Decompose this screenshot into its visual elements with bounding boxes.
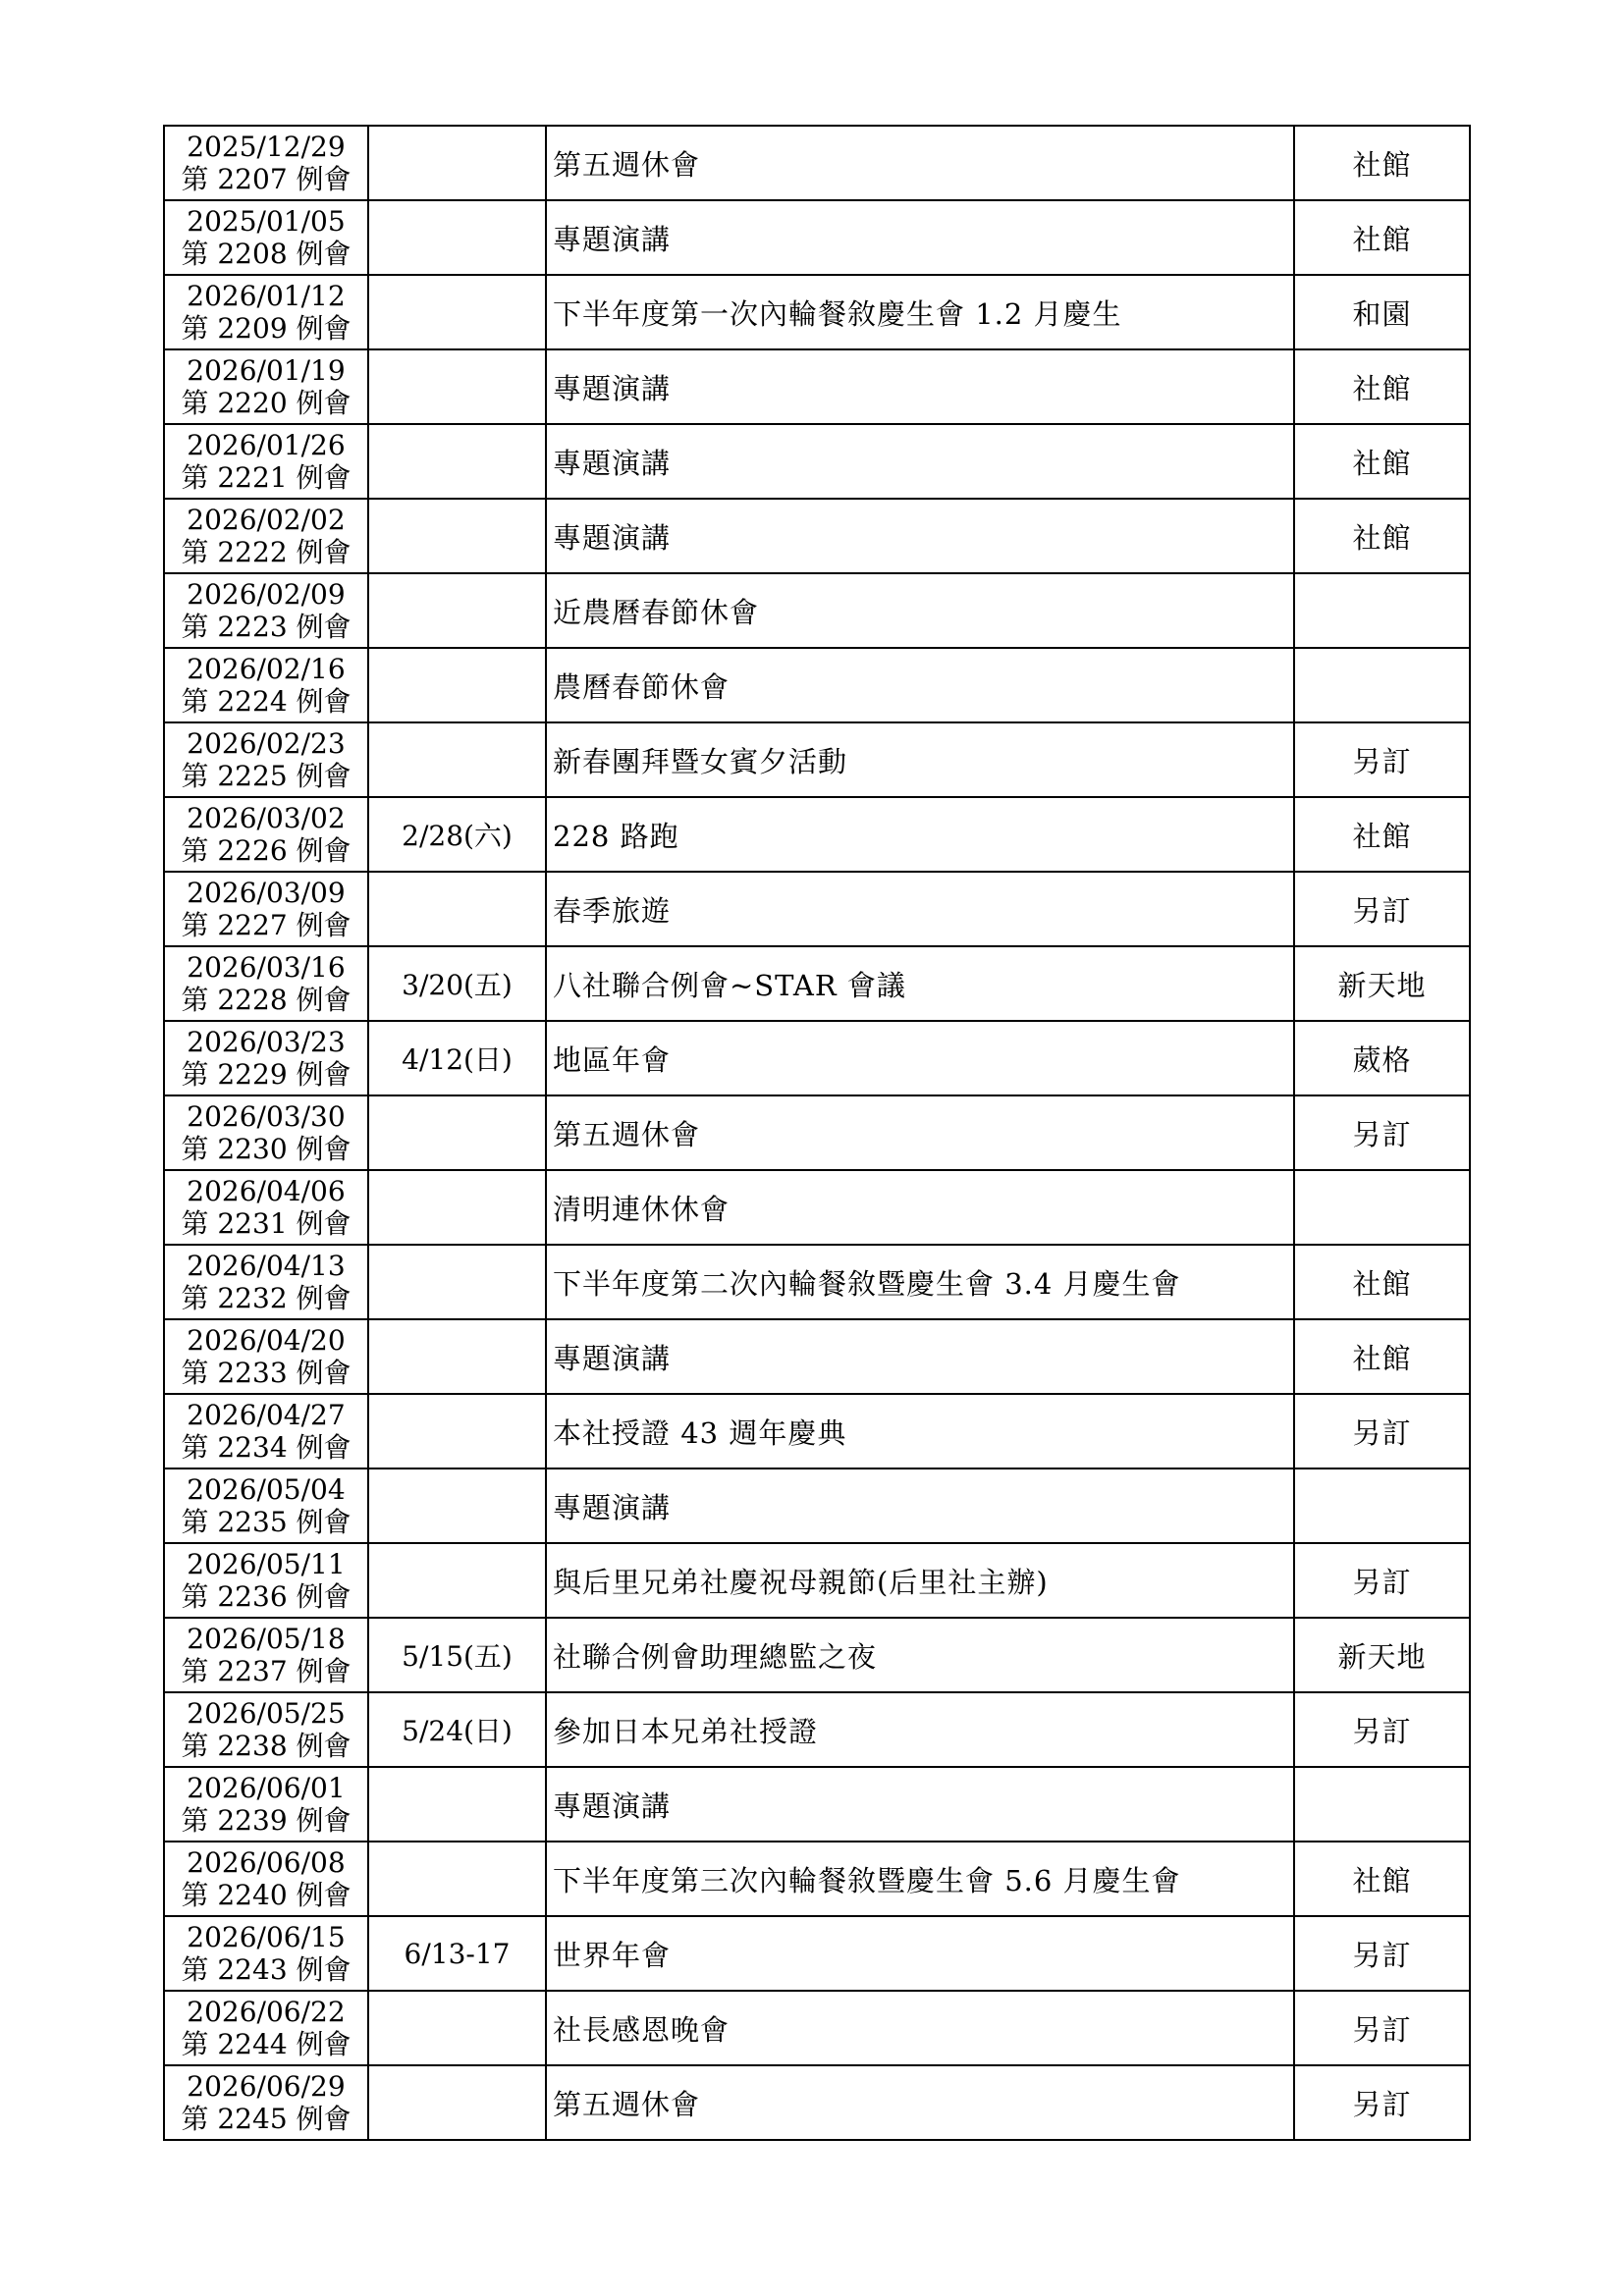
activity-date-cell: 4/12(日) xyxy=(368,1021,546,1095)
activity-date-cell: 6/13-17 xyxy=(368,1916,546,1991)
meeting-number: 第 2237 例會 xyxy=(181,1655,352,1687)
venue-cell: 社館 xyxy=(1294,126,1470,200)
meeting-date: 2026/03/16 xyxy=(187,951,346,984)
table-row xyxy=(164,1394,1470,1468)
schedule-body xyxy=(164,126,1470,2140)
venue-cell: 另訂 xyxy=(1294,1394,1470,1468)
meeting-cell xyxy=(164,275,368,349)
meeting-cell xyxy=(164,1842,368,1916)
table-row xyxy=(164,200,1470,275)
meeting-date: 2026/03/09 xyxy=(187,877,346,909)
table-row xyxy=(164,573,1470,648)
event-cell: 社長感恩晚會 xyxy=(546,1991,1294,2065)
venue-cell xyxy=(1294,1767,1470,1842)
table-row xyxy=(164,1842,1470,1916)
activity-date-cell xyxy=(368,648,546,722)
meeting-number: 第 2229 例會 xyxy=(181,1058,352,1091)
meeting-number: 第 2240 例會 xyxy=(181,1879,352,1911)
table-row xyxy=(164,1767,1470,1842)
venue-cell: 另訂 xyxy=(1294,1991,1470,2065)
meeting-cell xyxy=(164,349,368,424)
table-row xyxy=(164,722,1470,797)
meeting-number: 第 2222 例會 xyxy=(181,536,352,568)
meeting-number: 第 2235 例會 xyxy=(181,1506,352,1538)
activity-date-cell: 5/24(日) xyxy=(368,1692,546,1767)
activity-date-cell xyxy=(368,200,546,275)
table-row xyxy=(164,1543,1470,1618)
activity-date-cell: 3/20(五) xyxy=(368,946,546,1021)
event-cell: 下半年度第二次內輪餐敘暨慶生會 3.4 月慶生會 xyxy=(546,1245,1294,1319)
activity-date-cell: 2/28(六) xyxy=(368,797,546,872)
venue-cell: 社館 xyxy=(1294,1245,1470,1319)
event-cell: 下半年度第三次內輪餐敘暨慶生會 5.6 月慶生會 xyxy=(546,1842,1294,1916)
event-cell: 第五週休會 xyxy=(546,1095,1294,1170)
activity-date-cell xyxy=(368,349,546,424)
event-cell: 第五週休會 xyxy=(546,126,1294,200)
meeting-number: 第 2220 例會 xyxy=(181,387,352,419)
meeting-cell xyxy=(164,1095,368,1170)
meeting-cell xyxy=(164,1245,368,1319)
meeting-cell xyxy=(164,1618,368,1692)
meeting-date: 2026/01/26 xyxy=(187,429,346,461)
event-cell: 專題演講 xyxy=(546,349,1294,424)
table-row xyxy=(164,1170,1470,1245)
venue-cell: 新天地 xyxy=(1294,1618,1470,1692)
meeting-date: 2026/02/02 xyxy=(187,504,346,536)
meeting-number: 第 2243 例會 xyxy=(181,1953,352,1986)
venue-cell: 新天地 xyxy=(1294,946,1470,1021)
venue-cell: 另訂 xyxy=(1294,1692,1470,1767)
activity-date-cell xyxy=(368,126,546,200)
event-cell: 清明連休休會 xyxy=(546,1170,1294,1245)
table-row xyxy=(164,648,1470,722)
table-row xyxy=(164,499,1470,573)
venue-cell: 另訂 xyxy=(1294,1543,1470,1618)
event-cell: 參加日本兄弟社授證 xyxy=(546,1692,1294,1767)
meeting-number: 第 2232 例會 xyxy=(181,1282,352,1314)
meeting-number: 第 2207 例會 xyxy=(181,163,352,195)
venue-cell: 另訂 xyxy=(1294,2065,1470,2140)
meeting-number: 第 2227 例會 xyxy=(181,909,352,941)
meeting-cell xyxy=(164,424,368,499)
meeting-date: 2026/02/09 xyxy=(187,578,346,611)
meeting-number: 第 2228 例會 xyxy=(181,984,352,1016)
event-cell: 第五週休會 xyxy=(546,2065,1294,2140)
activity-date-cell xyxy=(368,275,546,349)
meeting-date: 2026/05/11 xyxy=(187,1548,346,1580)
meeting-cell xyxy=(164,1692,368,1767)
venue-cell: 社館 xyxy=(1294,499,1470,573)
meeting-date: 2026/03/02 xyxy=(187,802,346,834)
activity-date-cell xyxy=(368,1170,546,1245)
venue-cell: 另訂 xyxy=(1294,722,1470,797)
activity-date-cell xyxy=(368,1991,546,2065)
venue-cell: 和園 xyxy=(1294,275,1470,349)
event-cell: 專題演講 xyxy=(546,1319,1294,1394)
meeting-date: 2026/02/16 xyxy=(187,653,346,685)
venue-cell: 葳格 xyxy=(1294,1021,1470,1095)
meeting-cell xyxy=(164,200,368,275)
meeting-date: 2026/06/08 xyxy=(187,1846,346,1879)
event-cell: 近農曆春節休會 xyxy=(546,573,1294,648)
meeting-schedule-table xyxy=(163,125,1471,2141)
venue-cell: 社館 xyxy=(1294,349,1470,424)
meeting-cell xyxy=(164,722,368,797)
table-row xyxy=(164,275,1470,349)
meeting-date: 2026/06/15 xyxy=(187,1921,346,1953)
event-cell: 專題演講 xyxy=(546,424,1294,499)
venue-cell xyxy=(1294,1468,1470,1543)
venue-cell xyxy=(1294,573,1470,648)
activity-date-cell xyxy=(368,1095,546,1170)
meeting-date: 2026/03/30 xyxy=(187,1100,346,1133)
meeting-date: 2026/05/04 xyxy=(187,1473,346,1506)
meeting-date: 2026/01/19 xyxy=(187,354,346,387)
event-cell: 春季旅遊 xyxy=(546,872,1294,946)
venue-cell xyxy=(1294,648,1470,722)
activity-date-cell xyxy=(368,722,546,797)
meeting-cell xyxy=(164,2065,368,2140)
event-cell: 新春團拜暨女賓夕活動 xyxy=(546,722,1294,797)
meeting-date: 2026/06/29 xyxy=(187,2070,346,2103)
table-row xyxy=(164,349,1470,424)
activity-date-cell xyxy=(368,499,546,573)
meeting-number: 第 2236 例會 xyxy=(181,1580,352,1613)
event-cell: 地區年會 xyxy=(546,1021,1294,1095)
meeting-cell xyxy=(164,1021,368,1095)
meeting-date: 2026/05/18 xyxy=(187,1623,346,1655)
meeting-number: 第 2223 例會 xyxy=(181,611,352,643)
meeting-cell xyxy=(164,648,368,722)
activity-date-cell xyxy=(368,872,546,946)
meeting-cell xyxy=(164,872,368,946)
event-cell: 專題演講 xyxy=(546,200,1294,275)
venue-cell: 社館 xyxy=(1294,200,1470,275)
activity-date-cell xyxy=(368,1394,546,1468)
meeting-date: 2026/04/13 xyxy=(187,1250,346,1282)
meeting-cell xyxy=(164,946,368,1021)
activity-date-cell xyxy=(368,424,546,499)
meeting-number: 第 2231 例會 xyxy=(181,1207,352,1240)
event-cell: 八社聯合例會~STAR 會議 xyxy=(546,946,1294,1021)
table-row xyxy=(164,946,1470,1021)
meeting-cell xyxy=(164,1543,368,1618)
meeting-number: 第 2224 例會 xyxy=(181,685,352,718)
table-row xyxy=(164,1618,1470,1692)
meeting-date: 2026/04/20 xyxy=(187,1324,346,1357)
meeting-number: 第 2225 例會 xyxy=(181,760,352,792)
meeting-number: 第 2245 例會 xyxy=(181,2103,352,2135)
meeting-cell xyxy=(164,1916,368,1991)
meeting-cell xyxy=(164,573,368,648)
table-row xyxy=(164,872,1470,946)
meeting-cell xyxy=(164,1991,368,2065)
venue-cell: 另訂 xyxy=(1294,1916,1470,1991)
meeting-date: 2026/04/27 xyxy=(187,1399,346,1431)
meeting-date: 2026/02/23 xyxy=(187,727,346,760)
meeting-number: 第 2233 例會 xyxy=(181,1357,352,1389)
meeting-number: 第 2209 例會 xyxy=(181,312,352,345)
table-row xyxy=(164,1692,1470,1767)
event-cell: 本社授證 43 週年慶典 xyxy=(546,1394,1294,1468)
activity-date-cell: 5/15(五) xyxy=(368,1618,546,1692)
meeting-cell xyxy=(164,1468,368,1543)
activity-date-cell xyxy=(368,1543,546,1618)
meeting-number: 第 2208 例會 xyxy=(181,238,352,270)
activity-date-cell xyxy=(368,1842,546,1916)
event-cell: 世界年會 xyxy=(546,1916,1294,1991)
venue-cell: 社館 xyxy=(1294,797,1470,872)
table-row xyxy=(164,2065,1470,2140)
venue-cell: 社館 xyxy=(1294,1842,1470,1916)
meeting-cell xyxy=(164,797,368,872)
event-cell: 228 路跑 xyxy=(546,797,1294,872)
meeting-date: 2026/04/06 xyxy=(187,1175,346,1207)
meeting-date: 2025/01/05 xyxy=(187,205,346,238)
activity-date-cell xyxy=(368,1767,546,1842)
meeting-number: 第 2221 例會 xyxy=(181,461,352,494)
table-row xyxy=(164,1991,1470,2065)
meeting-cell xyxy=(164,1767,368,1842)
activity-date-cell xyxy=(368,2065,546,2140)
meeting-date: 2025/12/29 xyxy=(187,131,346,163)
meeting-cell xyxy=(164,1319,368,1394)
venue-cell: 另訂 xyxy=(1294,1095,1470,1170)
table-row xyxy=(164,1021,1470,1095)
table-row xyxy=(164,1095,1470,1170)
meeting-cell xyxy=(164,1170,368,1245)
table-row xyxy=(164,126,1470,200)
venue-cell: 另訂 xyxy=(1294,872,1470,946)
meeting-number: 第 2230 例會 xyxy=(181,1133,352,1165)
meeting-number: 第 2239 例會 xyxy=(181,1804,352,1837)
meeting-cell xyxy=(164,1394,368,1468)
table-row xyxy=(164,1245,1470,1319)
meeting-number: 第 2226 例會 xyxy=(181,834,352,867)
event-cell: 下半年度第一次內輪餐敘慶生會 1.2 月慶生 xyxy=(546,275,1294,349)
activity-date-cell xyxy=(368,1468,546,1543)
meeting-number: 第 2234 例會 xyxy=(181,1431,352,1464)
meeting-date: 2026/06/22 xyxy=(187,1996,346,2028)
meeting-number: 第 2238 例會 xyxy=(181,1730,352,1762)
activity-date-cell xyxy=(368,1319,546,1394)
event-cell: 與后里兄弟社慶祝母親節(后里社主辦) xyxy=(546,1543,1294,1618)
table-row xyxy=(164,1916,1470,1991)
event-cell: 專題演講 xyxy=(546,1468,1294,1543)
meeting-cell xyxy=(164,499,368,573)
event-cell: 專題演講 xyxy=(546,499,1294,573)
venue-cell: 社館 xyxy=(1294,424,1470,499)
venue-cell xyxy=(1294,1170,1470,1245)
event-cell: 農曆春節休會 xyxy=(546,648,1294,722)
meeting-cell xyxy=(164,126,368,200)
activity-date-cell xyxy=(368,1245,546,1319)
event-cell: 社聯合例會助理總監之夜 xyxy=(546,1618,1294,1692)
meeting-number: 第 2244 例會 xyxy=(181,2028,352,2060)
table-row xyxy=(164,1319,1470,1394)
meeting-date: 2026/03/23 xyxy=(187,1026,346,1058)
event-cell: 專題演講 xyxy=(546,1767,1294,1842)
meeting-date: 2026/05/25 xyxy=(187,1697,346,1730)
table-row xyxy=(164,797,1470,872)
table-row xyxy=(164,424,1470,499)
venue-cell: 社館 xyxy=(1294,1319,1470,1394)
table-row xyxy=(164,1468,1470,1543)
activity-date-cell xyxy=(368,573,546,648)
meeting-date: 2026/06/01 xyxy=(187,1772,346,1804)
meeting-date: 2026/01/12 xyxy=(187,280,346,312)
